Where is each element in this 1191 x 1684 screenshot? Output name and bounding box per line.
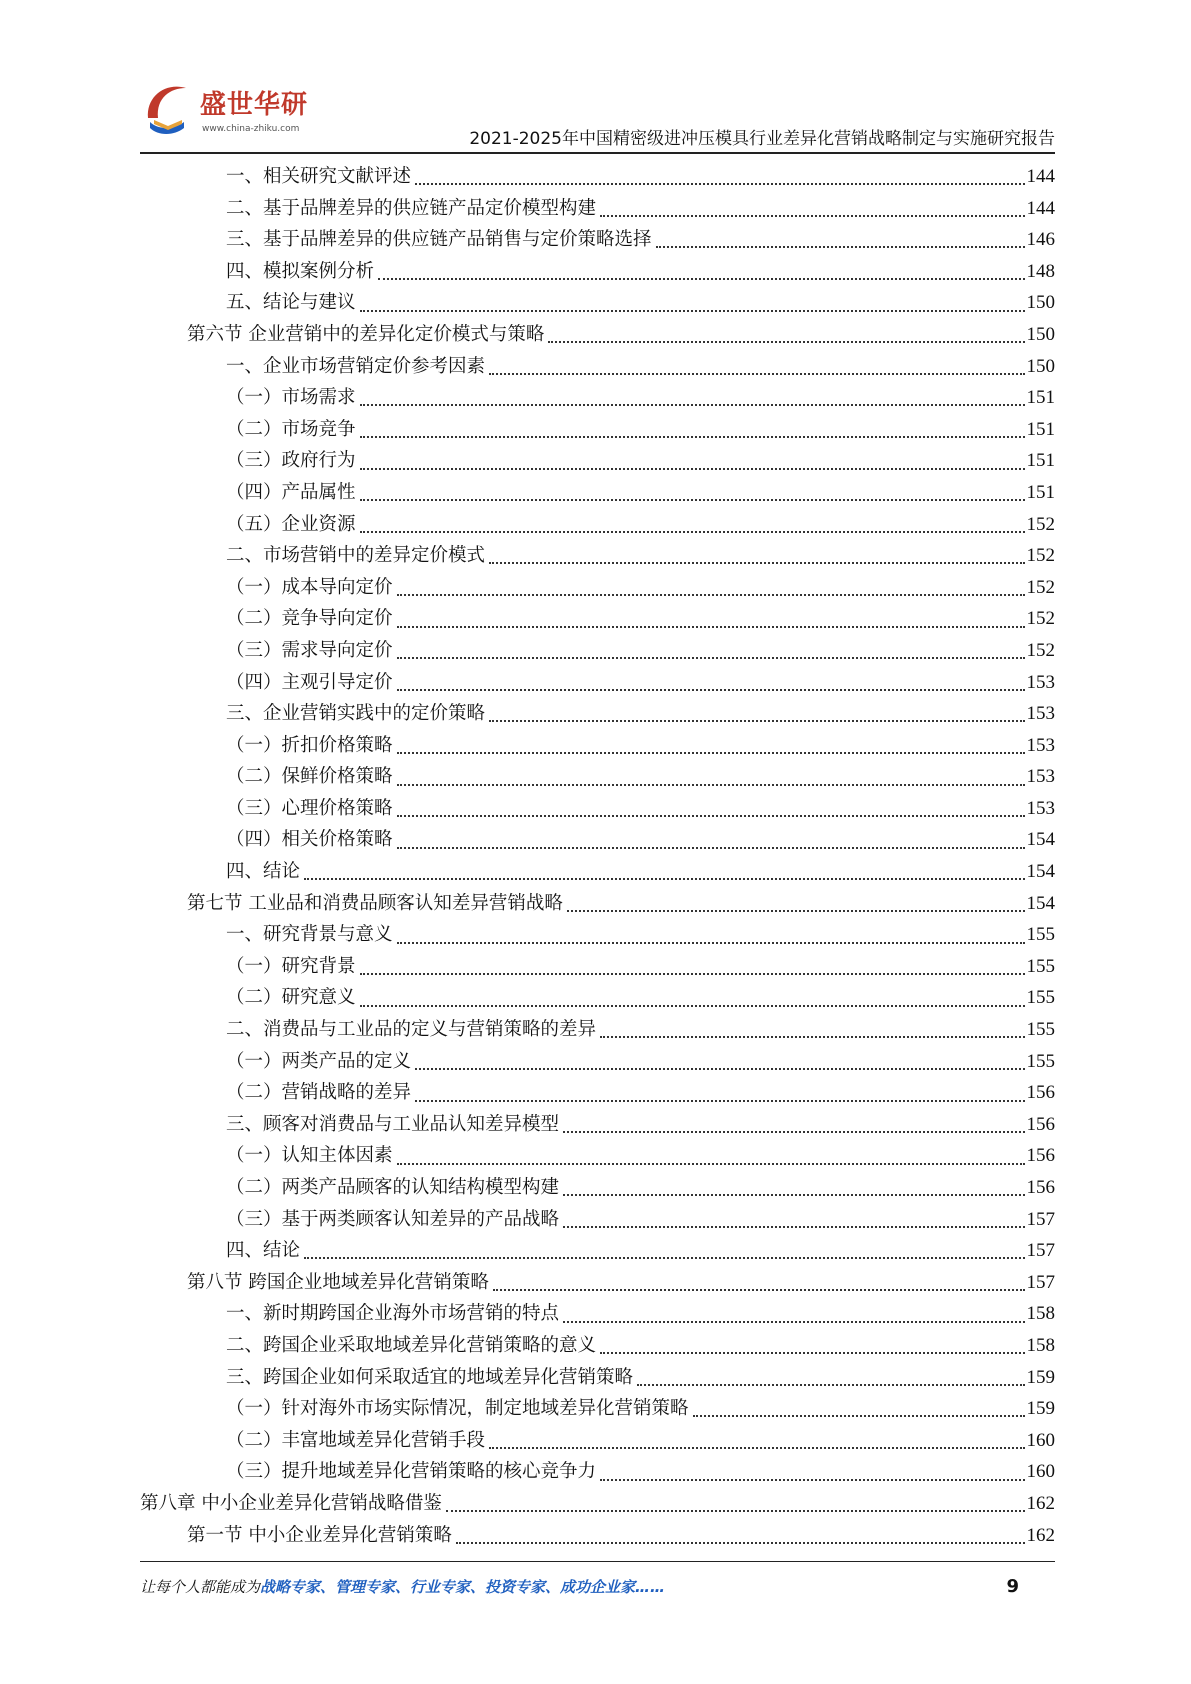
toc-dot-leader <box>397 625 1025 628</box>
toc-entry-label: 三、跨国企业如何采取适宜的地域差异化营销策略 <box>226 1366 634 1388</box>
toc-entry[interactable] <box>0 256 1191 288</box>
toc-entry-page: 157 <box>1026 1208 1055 1230</box>
toc-entry-label: 三、顾客对消费品与工业品认知差异模型 <box>226 1113 560 1135</box>
toc-dot-leader <box>397 656 1025 659</box>
toc-entry[interactable] <box>0 445 1191 477</box>
toc-entry-label: （三）政府行为 <box>226 450 356 472</box>
toc-dot-leader <box>397 941 1025 944</box>
toc-entry-label: （一）市场需求 <box>226 387 356 409</box>
toc-entry[interactable] <box>0 1298 1191 1330</box>
page-number: 9 <box>1006 1576 1019 1597</box>
toc-entry[interactable] <box>0 1077 1191 1109</box>
toc-entry[interactable] <box>0 287 1191 319</box>
header-divider <box>140 152 1055 154</box>
toc-entry[interactable] <box>0 1456 1191 1488</box>
toc-entry[interactable] <box>0 730 1191 762</box>
toc-entry-label: 三、基于品牌差异的供应链产品销售与定价策略选择 <box>226 229 652 251</box>
footer-slogan-prefix: 让每个人都能成为 <box>140 1578 261 1596</box>
toc-entry-page: 150 <box>1026 355 1055 377</box>
toc-entry-page: 148 <box>1026 260 1055 282</box>
toc-entry-page: 152 <box>1026 545 1055 567</box>
toc-entry-label: （二）研究意义 <box>226 987 356 1009</box>
toc-entry[interactable] <box>0 224 1191 256</box>
toc-entry-label: 第八章 中小企业差异化营销战略借鉴 <box>140 1492 442 1514</box>
footer-slogan-highlight: 战略专家、管理专家、行业专家、投资专家、成功企业家…… <box>260 1578 666 1596</box>
toc-entry-page: 151 <box>1026 418 1055 440</box>
toc-entry-page: 160 <box>1026 1461 1055 1483</box>
toc-entry-label: 三、企业营销实践中的定价策略 <box>226 703 486 725</box>
toc-dot-leader <box>567 909 1025 912</box>
toc-dot-leader <box>548 340 1024 343</box>
toc-dot-leader <box>563 1225 1024 1228</box>
toc-entry-label: 一、企业市场营销定价参考因素 <box>226 355 486 377</box>
toc-entry-label: （三）提升地域差异化营销策略的核心竞争力 <box>226 1461 597 1483</box>
toc-dot-leader <box>360 467 1025 470</box>
toc-entry[interactable] <box>0 761 1191 793</box>
toc-entry-page: 153 <box>1026 734 1055 756</box>
toc-dot-leader <box>600 1478 1024 1481</box>
toc-entry[interactable] <box>0 667 1191 699</box>
toc-entry[interactable] <box>0 1172 1191 1204</box>
toc-dot-leader <box>360 1004 1025 1007</box>
toc-entry[interactable] <box>0 793 1191 825</box>
toc-dot-leader <box>563 1130 1024 1133</box>
toc-entry[interactable] <box>0 540 1191 572</box>
toc-entry-page: 159 <box>1026 1366 1055 1388</box>
page-header <box>0 0 1191 160</box>
toc-entry-label: （四）产品属性 <box>226 481 356 503</box>
toc-entry-label: （一）认知主体因素 <box>226 1145 393 1167</box>
toc-entry[interactable] <box>0 161 1191 193</box>
toc-dot-leader <box>489 1446 1024 1449</box>
toc-entry[interactable] <box>0 1267 1191 1299</box>
toc-entry-page: 155 <box>1026 924 1055 946</box>
toc-entry-page: 159 <box>1026 1398 1055 1420</box>
toc-entry[interactable] <box>0 1425 1191 1457</box>
toc-entry-label: 二、跨国企业采取地域差异化营销策略的意义 <box>226 1334 597 1356</box>
toc-entry-page: 157 <box>1026 1271 1055 1293</box>
toc-entry-label: （一）针对海外市场实际情况，制定地域差异化营销策略 <box>226 1398 689 1420</box>
toc-dot-leader <box>360 403 1025 406</box>
toc-dot-leader <box>489 372 1024 375</box>
toc-entry-page: 152 <box>1026 513 1055 535</box>
toc-entry[interactable] <box>0 1330 1191 1362</box>
report-title: 2021-2025年中国精密级进冲压模具行业差异化营销战略制定与实施研究报告 <box>469 129 1055 149</box>
toc-entry-page: 152 <box>1026 576 1055 598</box>
toc-dot-leader <box>600 1351 1024 1354</box>
toc-dot-leader <box>415 182 1024 185</box>
toc-entry-page: 155 <box>1026 955 1055 977</box>
toc-entry[interactable] <box>0 572 1191 604</box>
toc-entry[interactable] <box>0 351 1191 383</box>
toc-entry-label: （三）心理价格策略 <box>226 797 393 819</box>
logo-url: www.china-zhiku.com <box>202 124 300 134</box>
toc-entry-page: 158 <box>1026 1334 1055 1356</box>
toc-entry[interactable] <box>0 477 1191 509</box>
toc-dot-leader <box>397 1162 1025 1165</box>
toc-entry[interactable] <box>0 1109 1191 1141</box>
toc-entry[interactable] <box>0 603 1191 635</box>
toc-entry[interactable] <box>0 1235 1191 1267</box>
toc-entry[interactable] <box>0 1520 1191 1552</box>
toc-entry-label: （一）折扣价格策略 <box>226 734 393 756</box>
toc-entry-label: 四、结论 <box>226 1240 301 1262</box>
toc-entry[interactable] <box>0 414 1191 446</box>
toc-entry-label: （二）两类产品顾客的认知结构模型构建 <box>226 1177 560 1198</box>
toc-dot-leader <box>600 214 1024 217</box>
toc-entry-page: 151 <box>1026 387 1055 409</box>
toc-entry[interactable] <box>0 982 1191 1014</box>
toc-entry-label: （一）研究背景 <box>226 955 356 977</box>
toc-entry-page: 146 <box>1026 229 1055 251</box>
toc-entry-page: 151 <box>1026 450 1055 472</box>
toc-entry-label: （二）市场竞争 <box>226 418 356 440</box>
toc-entry-label: 第七节 工业品和消费品顾客认知差异营销战略 <box>187 892 563 914</box>
toc-entry-page: 160 <box>1026 1429 1055 1451</box>
toc-entry-page: 153 <box>1026 703 1055 725</box>
toc-entry[interactable] <box>0 1204 1191 1236</box>
toc-entry-page: 144 <box>1026 197 1055 219</box>
toc-dot-leader <box>360 309 1025 312</box>
toc-entry[interactable] <box>0 1014 1191 1046</box>
toc-entry-page: 155 <box>1026 1050 1055 1072</box>
toc-dot-leader <box>600 1035 1024 1038</box>
toc-entry-page: 153 <box>1026 766 1055 788</box>
toc-dot-leader <box>415 1099 1024 1102</box>
toc-entry-page: 156 <box>1026 1177 1055 1198</box>
toc-entry-label: 一、新时期跨国企业海外市场营销的特点 <box>226 1303 560 1325</box>
toc-dot-leader <box>397 814 1025 817</box>
toc-entry-page: 156 <box>1026 1113 1055 1135</box>
toc-entry-label: （三）基于两类顾客认知差异的产品战略 <box>226 1208 560 1230</box>
toc-dot-leader <box>446 1509 1025 1512</box>
toc-entry-page: 152 <box>1026 608 1055 630</box>
toc-entry[interactable] <box>0 698 1191 730</box>
toc-dot-leader <box>563 1320 1024 1323</box>
toc-dot-leader <box>360 498 1025 501</box>
toc-entry[interactable] <box>0 1488 1191 1520</box>
toc-entry[interactable] <box>0 888 1191 920</box>
company-logo <box>140 78 320 148</box>
toc-entry-page: 155 <box>1026 1019 1055 1041</box>
toc-entry[interactable] <box>0 856 1191 888</box>
toc-entry[interactable] <box>0 319 1191 351</box>
book-swoosh-icon <box>140 78 200 142</box>
toc-dot-leader <box>360 435 1025 438</box>
toc-entry-page: 144 <box>1026 166 1055 187</box>
toc-entry-page: 154 <box>1026 892 1055 914</box>
toc-entry-label: （一）成本导向定价 <box>226 576 393 598</box>
toc-entry-label: 一、相关研究文献评述 <box>226 166 412 187</box>
toc-dot-leader <box>397 846 1025 849</box>
toc-entry-label: （二）保鲜价格策略 <box>226 766 393 788</box>
toc-dot-leader <box>304 1256 1024 1259</box>
toc-entry-page: 153 <box>1026 797 1055 819</box>
toc-entry[interactable] <box>0 509 1191 541</box>
toc-entry-label: 二、市场营销中的差异定价模式 <box>226 545 486 567</box>
toc-entry-page: 150 <box>1026 292 1055 314</box>
toc-dot-leader <box>563 1193 1024 1196</box>
toc-entry-page: 155 <box>1026 987 1055 1009</box>
toc-dot-leader <box>637 1383 1024 1386</box>
toc-entry-label: （四）相关价格策略 <box>226 829 393 851</box>
toc-dot-leader <box>360 972 1025 975</box>
toc-entry-label: （二）竞争导向定价 <box>226 608 393 630</box>
toc-entry-page: 162 <box>1026 1492 1055 1514</box>
toc-dot-leader <box>397 688 1025 691</box>
toc-entry[interactable] <box>0 1140 1191 1172</box>
toc-entry[interactable] <box>0 919 1191 951</box>
toc-entry-label: （二）丰富地域差异化营销手段 <box>226 1429 486 1451</box>
toc-entry[interactable] <box>0 824 1191 856</box>
toc-entry[interactable] <box>0 951 1191 983</box>
toc-entry-label: 二、消费品与工业品的定义与营销策略的差异 <box>226 1019 597 1041</box>
toc-entry[interactable] <box>0 1362 1191 1394</box>
toc-entry[interactable] <box>0 382 1191 414</box>
toc-entry-page: 150 <box>1026 323 1055 345</box>
logo-name: 盛世华研 <box>200 90 309 120</box>
toc-entry-page: 154 <box>1026 861 1055 883</box>
toc-dot-leader <box>397 593 1025 596</box>
toc-entry-page: 156 <box>1026 1145 1055 1167</box>
toc-dot-leader <box>304 877 1024 880</box>
toc-dot-leader <box>693 1414 1025 1417</box>
toc-dot-leader <box>397 783 1025 786</box>
toc-entry-label: （一）两类产品的定义 <box>226 1050 412 1072</box>
toc-entry-page: 154 <box>1026 829 1055 851</box>
toc-dot-leader <box>489 719 1024 722</box>
toc-entry-label: （三）需求导向定价 <box>226 639 393 661</box>
toc-entry-label: （四）主观引导定价 <box>226 671 393 693</box>
toc-entry-page: 162 <box>1026 1524 1055 1546</box>
toc-dot-leader <box>493 1288 1025 1291</box>
toc-entry-label: 第八节 跨国企业地域差异化营销策略 <box>187 1271 489 1293</box>
toc-entry[interactable] <box>0 1046 1191 1078</box>
toc-dot-leader <box>397 751 1025 754</box>
toc-entry-page: 151 <box>1026 481 1055 503</box>
toc-dot-leader <box>415 1067 1024 1070</box>
footer-divider <box>140 1561 1055 1562</box>
toc-entry-page: 158 <box>1026 1303 1055 1325</box>
toc-entry-page: 152 <box>1026 639 1055 661</box>
toc-entry-label: 第一节 中小企业差异化营销策略 <box>187 1524 452 1546</box>
page-footer <box>140 1576 1055 1606</box>
toc-entry-label: 五、结论与建议 <box>226 292 356 314</box>
toc-entry-label: 第六节 企业营销中的差异化定价模式与策略 <box>187 323 545 345</box>
toc-dot-leader <box>489 561 1024 564</box>
toc-entry-page: 156 <box>1026 1082 1055 1104</box>
toc-dot-leader <box>656 245 1025 248</box>
toc-entry[interactable] <box>0 193 1191 225</box>
toc-entry-page: 153 <box>1026 671 1055 693</box>
toc-entry-page: 157 <box>1026 1240 1055 1262</box>
toc-dot-leader <box>378 277 1024 280</box>
toc-entry-label: （二）营销战略的差异 <box>226 1082 412 1104</box>
toc-dot-leader <box>456 1541 1025 1544</box>
toc-entry[interactable] <box>0 635 1191 667</box>
toc-dot-leader <box>360 530 1025 533</box>
table-of-contents <box>0 161 1191 1551</box>
toc-entry-label: 四、结论 <box>226 861 301 883</box>
toc-entry-label: 四、模拟案例分析 <box>226 260 375 282</box>
toc-entry-label: 一、研究背景与意义 <box>226 924 393 946</box>
toc-entry[interactable] <box>0 1393 1191 1425</box>
toc-entry-label: 二、基于品牌差异的供应链产品定价模型构建 <box>226 197 597 219</box>
toc-entry-label: （五）企业资源 <box>226 513 356 535</box>
